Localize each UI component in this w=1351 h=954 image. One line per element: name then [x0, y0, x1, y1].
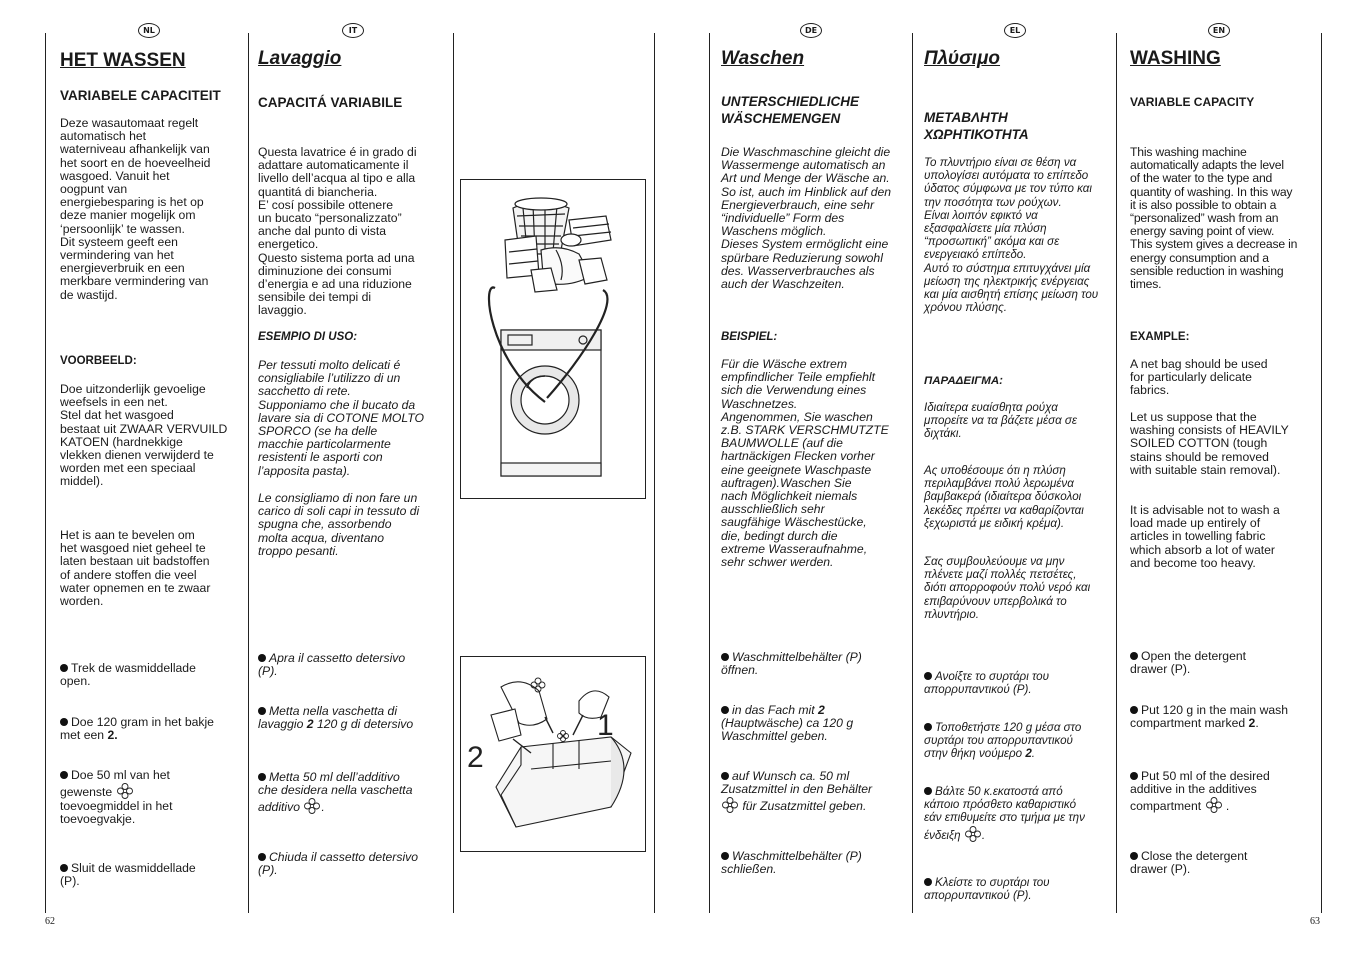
step-text: Waschmittelbehälter (P) schließen.: [721, 849, 862, 877]
bullet-icon: [924, 787, 932, 795]
section-title-de: Waschen: [721, 48, 805, 69]
step-text: Put 50 ml of the desired additive in the additives compartment: [1130, 769, 1270, 814]
flower-icon: [116, 782, 134, 800]
bullet-icon: [60, 864, 68, 872]
step4-en: [1130, 850, 1318, 876]
step3-en: [1130, 770, 1318, 814]
example1-en: A net bag should be used for particularly delicate fabrics.: [1130, 357, 1268, 398]
subtitle-nl: VARIABELE CAPACITEIT: [60, 88, 221, 103]
bullet-icon: [258, 773, 266, 781]
page-number-left: 62: [45, 916, 55, 927]
language-badge-en: EN: [1208, 23, 1230, 38]
intro-de: Die Waschmaschine gleicht die Wassermenge automatisch an Art und Menge der Wäsche an. So ist, auch im Hinblick auf den Energieverbrauch, eine sehr “individuelle” Form des Waschens möglich. Dieses System ermöglicht eine spürbare Reduzierung sowohl des. Wasserverbrauches als auch der Waschzeiten.: [721, 145, 892, 292]
example-label-nl: VOORBEELD:: [60, 355, 137, 367]
flower-icon: [303, 797, 321, 815]
step-text: Κλείστε το συρτάρι του απορρυπαντικού (P).: [924, 876, 1050, 903]
example-label-it: ESEMPIO DI USO:: [258, 331, 358, 343]
bullet-icon: [1130, 706, 1138, 714]
rule-right-page: [1321, 33, 1322, 913]
drawer-label-1: 1: [597, 709, 614, 742]
laundry-machine-drawing: [461, 180, 645, 498]
example1-de: Für die Wäsche extrem empfindlicher Teile empfiehlt sich die Verwendung eines Waschnetzes. Angenommen, Sie waschen z.B. STARK VERSCHMUTZTE BAUMWOLLE (auf die hartnäckigen Flecken vorher eine geeignete Waschpaste auftragen).Waschen Sie nach Möglichkeit niemals ausschließlich sehr saugfähige Wäschestücke, die, bedingt durch die extreme Wasseraufnahme, sehr schwer werden.: [721, 357, 889, 570]
example1-it: Per tessuti molto delicati é consigliabile l’utilizzo di un sacchetto di rete. Supponiamo che il bucato da lavare sia di COTONE MOLTO SPORCO (se ha delle macchie particolarmente resistenti le asporti con l’apposita pasta).: [258, 358, 424, 478]
bullet-icon: [1130, 652, 1138, 660]
subtitle-en: VARIABLE CAPACITY: [1130, 95, 1255, 109]
example2-en: Let us suppose that the washing consists of HEAVILY SOILED COTTON (tough stains should be removed with suitable stain removal).: [1130, 410, 1289, 477]
step-text: Βάλτε 50 κ.εκατοστά από κάποιο πρόσθετο καθαριστικό εάν επιθυμείτε στο τμήμα με την ένδειξη: [924, 785, 1085, 842]
bullet-icon: [60, 718, 68, 726]
rule-nl-it: [248, 33, 249, 913]
step1-el: [924, 670, 1114, 696]
rule-img-right: [654, 33, 655, 913]
flower-icon: [721, 796, 739, 814]
step1-de: [721, 651, 909, 677]
step-text: auf Wunsch ca. 50 ml Zusatzmittel in den Behälter: [721, 769, 873, 797]
bullet-icon: [721, 653, 729, 661]
step-text: Apra il cassetto detersivo (P).: [258, 651, 406, 679]
intro-it: Questa lavatrice é in grado di adattare automaticamente il livello dell’acqua al tipo e alla quantitá di biancheria. E’ cosí possibile ottenere un bucato “personalizzato” anche dal punto di vista energetico. Questo sistema porta ad una diminuzione dei consumi d’energia e ad una riduzione sensibile dei tempi di lavaggio.: [258, 145, 417, 318]
step2-en: [1130, 704, 1318, 730]
example1-el: Ιδιαίτερα ευαίσθητα ρούχα μπορείτε να τα βάζετε μέσα σε διχτάκι.: [924, 401, 1078, 441]
step-text: (Hauptwäsche) ca 120 g Waschmittel geben.: [721, 716, 854, 744]
step-text: Ανοίξτε το συρτάρι του απορρυπαντικού (P).: [924, 670, 1049, 697]
step-text: Sluit de wasmiddellade (P).: [60, 861, 196, 889]
step-text: toevoegmiddel in het toevoegvakje.: [60, 799, 173, 827]
step-text: .: [1222, 799, 1230, 814]
section-title-el: Πλύσιμο: [924, 48, 1001, 69]
step3-de: [721, 770, 909, 814]
bullet-icon: [924, 672, 932, 680]
drawer-label-2: 2: [467, 741, 484, 774]
rule-it-img: [453, 33, 454, 913]
bullet-icon: [721, 706, 729, 714]
bullet-icon: [1130, 772, 1138, 780]
language-badge-de: DE: [800, 23, 822, 38]
section-title-en: WASHING: [1130, 48, 1221, 69]
step2-it: [258, 705, 450, 731]
example-label-en: EXAMPLE:: [1130, 331, 1190, 343]
step3-nl: [60, 769, 245, 827]
example2-nl: Het is aan te bevelen om het wasgoed niet geheel te laten bestaan uit badstoffen of andere stoffen die veel water opnemen en te zwaar worden.: [60, 528, 211, 609]
rule-de-el: [912, 33, 913, 913]
step2-el: [924, 721, 1114, 761]
compartment-number: 2.: [107, 728, 118, 743]
bullet-icon: [924, 878, 932, 886]
step2-nl: [60, 716, 245, 742]
example2-it: Le consigliamo di non fare un carico di soli capi in tessuto di spugna che, assorbendo molta acqua, diventano troppo pesanti.: [258, 491, 420, 558]
intro-nl: Deze wasautomaat regelt automatisch het waterniveau afhankelijk van het soort en de hoeveelheid wasgoed. Vanuit het oogpunt van energiebesparing is het op deze manier mogelijk om ‘persoonlijk’ te wassen. Dit systeem geeft een vermindering van het energieverbruik en een merkbare vermindering van de wastijd.: [60, 116, 211, 302]
step3-it: [258, 771, 450, 815]
section-title-it: Lavaggio: [258, 48, 342, 69]
bullet-icon: [60, 664, 68, 672]
bullet-icon: [258, 654, 266, 662]
step-text: .: [1031, 747, 1036, 761]
bullet-icon: [258, 853, 266, 861]
flower-icon: [964, 825, 982, 843]
language-badge-nl: NL: [138, 23, 160, 38]
step1-en: [1130, 650, 1318, 676]
step-text: Open the detergent drawer (P).: [1130, 649, 1247, 677]
subtitle-el: ΜΕΤΑΒΛΗΤΗ ΧΩΡΗΤΙΚΟΤΗΤΑ: [924, 110, 1029, 142]
intro-el: Το πλυντήριο είναι σε θέση να υπολογίσει αυτόματα το επίπεδο ύδατος σύμφωνα με τον τύπο και την ποσότητα των ρούχων. Είναι λοιπόν εφικτό να εξασφαλίσετε μία πλύση “προσωπική” ακόμα και σε ενεργειακό επίπεδο. Αυτό το σύστημα επιτυγχάνει μία μείωση της ηλεκτρικής ενέργειας και μία αισθητή επίσης μείωση του χρόνου πλύσης.: [924, 156, 1099, 315]
step3-el: [924, 785, 1114, 843]
step-text: Doe 120 gram in het bakje met een: [60, 715, 214, 743]
flower-icon: [1205, 796, 1223, 814]
example-label-de: BEISPIEL:: [721, 331, 778, 343]
compartment-number: 2: [1248, 716, 1256, 731]
compartment-number: 2: [818, 703, 825, 717]
step-text: 120 g di detersivo: [313, 717, 414, 732]
step-text: Metta nella vaschetta di lavaggio: [258, 704, 398, 732]
step4-el: [924, 876, 1114, 902]
step1-it: [258, 652, 450, 678]
example3-el: Σας συμβουλεύουμε να μην πλένετε μαζί πολλές πετσέτες, διότι απορροφούν πολύ νερό και επιβαρύνουν υπερβολικά το πλυντήριο.: [924, 555, 1091, 621]
step4-de: [721, 850, 909, 876]
step-text: Close the detergent drawer (P).: [1130, 849, 1248, 877]
language-badge-it: IT: [342, 23, 364, 38]
step-text: Trek de wasmiddellade open.: [60, 661, 196, 689]
subtitle-de: UNTERSCHIEDLICHE WÄSCHEMENGEN: [721, 94, 860, 126]
page-number-right: 63: [1310, 916, 1320, 927]
compartment-number: 2: [1025, 747, 1032, 761]
step-text: in das Fach mit: [732, 703, 819, 717]
example3-en: It is advisable not to wash a load made up entirely of articles in towelling fabric which absorb a lot of water and become too heavy.: [1130, 503, 1280, 570]
step-text: .: [321, 800, 325, 815]
step-text: .: [1255, 716, 1259, 731]
step4-nl: [60, 862, 245, 888]
bullet-icon: [721, 852, 729, 860]
step-text: für Zusatzmittel geben.: [739, 799, 867, 814]
bullet-icon: [258, 707, 266, 715]
step-text: Doe 50 ml van het gewenste: [60, 768, 170, 800]
bullet-icon: [721, 772, 729, 780]
example1-nl: Doe uitzonderlijk gevoelige weefsels in een net. Stel dat het wasgoed bestaat uit ZWAAR VERVUILD KATOEN (hardnekkige vlekken dienen verwijderd te worden met een speciaal middel).: [60, 382, 228, 489]
example2-el: Ας υποθέσουμε ότι η πλύση περιλαμβάνει πολύ λερωμένα βαμβακερά (ιδιαίτερα δύσκολοι λεκέδες πρέπει να καθαρίζονται ξεχωριστά με ειδική κρέμα).: [924, 464, 1084, 530]
language-badge-el: EL: [1004, 23, 1026, 38]
step-text: Chiuda il cassetto detersivo (P).: [258, 850, 419, 878]
bullet-icon: [60, 771, 68, 779]
bullet-icon: [924, 723, 932, 731]
illustration-detergent-drawer: [460, 656, 646, 852]
step-text: .: [981, 828, 986, 842]
example-label-el: ΠΑΡΑΔΕΙΓΜΑ:: [924, 375, 1003, 387]
subtitle-it: CAPACITÁ VARIABILE: [258, 95, 403, 110]
step4-it: [258, 851, 450, 877]
detergent-drawer-drawing: [461, 657, 645, 851]
rule-left-page: [45, 33, 46, 913]
step-text: Metta 50 ml dell’additivo che desidera nella vaschetta additivo: [258, 770, 413, 815]
step-text: Put 120 g in the main wash compartment marked: [1130, 703, 1289, 731]
section-title-nl: HET WASSEN: [60, 50, 186, 71]
step-text: Τοποθετήστε 120 g μέσα στο συρτάρι του απορρυπαντικού στην θήκη νούμερο: [924, 721, 1082, 761]
step-text: Waschmittelbehälter (P) öffnen.: [721, 650, 862, 678]
illustration-laundry-machine: [460, 179, 646, 499]
intro-en: This washing machine automatically adapts the level of the water to the type and quantity of washing. In this way it is also possible to obtain a “personalized” wash from an energy saving point of view. This system gives a decrease in energy consumption and a sensible reduction in washing times.: [1130, 145, 1298, 292]
step1-nl: [60, 662, 245, 688]
step2-de: [721, 704, 909, 744]
bullet-icon: [1130, 852, 1138, 860]
compartment-number: 2: [306, 717, 314, 732]
rule-el-en: [1116, 33, 1117, 913]
rule-de-left: [709, 33, 710, 913]
